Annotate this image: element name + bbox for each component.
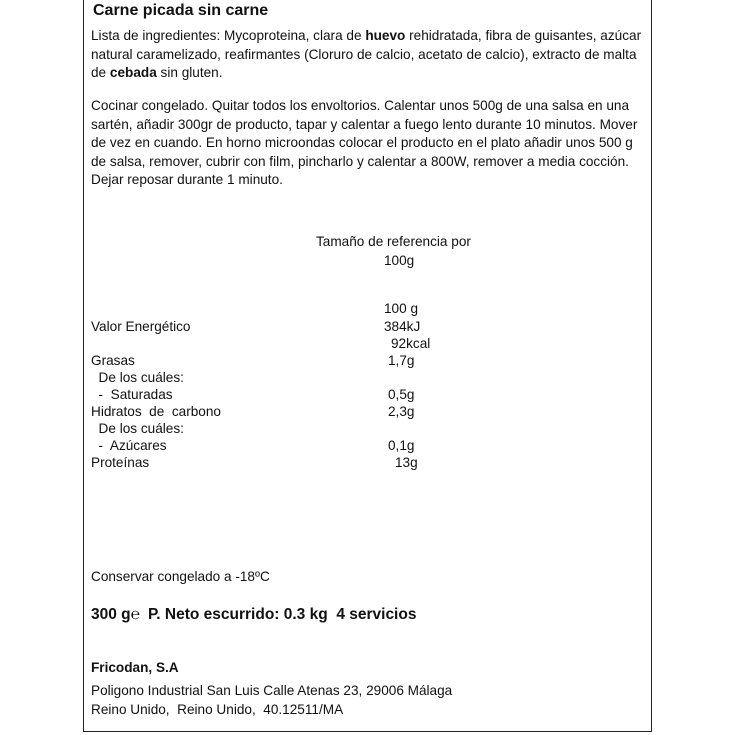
- reference-line-1: Tamaño de referencia por: [316, 234, 471, 249]
- company-name: Fricodan, S.A: [91, 660, 179, 675]
- company-address: Poligono Industrial San Luis Calle Atenas 23, 29006 Málaga: [91, 683, 453, 698]
- nutrient-value-protein: 13g: [395, 455, 418, 470]
- allergen-barley: cebada: [109, 65, 157, 80]
- allergen-egg: huevo: [365, 28, 406, 43]
- nutrient-value-fat: 1,7g: [388, 353, 415, 368]
- cooking-instructions: Cocinar congelado. Quitar todos los envoltorios. Calentar unos 500g de una salsa en una sartén, añadir 300gr de producto, tapar y calentar a fuego lento durante 10 minutos. Mover de vez en cuando. En horno microondas colocar el producto en el plato añadir unos 500 g de salsa, remover, cubrir con film, pincharlo y calentar a 800W, remover a media cocción. Dejar reposar durante 1 minuto.: [91, 98, 638, 187]
- nutrient-value-energy-kcal: 92kcal: [391, 336, 431, 351]
- ingredients-text: [91, 27, 651, 83]
- reference-line-2: 100g: [384, 252, 415, 268]
- nutrient-value-saturated: 0,5g: [388, 387, 415, 402]
- ingredients-part: rehidratada, fibra de guisantes, azúcar natural caramelizado, reafirmantes (Cloruro de calcio, acetato de calcio), extracto de malta de: [91, 28, 642, 80]
- ingredients-part: Lista de ingredientes: Mycoproteina, clara de: [91, 28, 366, 43]
- nutrient-label-sugars: - Azúcares: [91, 438, 167, 453]
- drained-weight-servings: P. Neto escurrido: 0.3 kg 4 servicios: [147, 606, 417, 623]
- estimated-sign-icon: ℮: [130, 606, 140, 623]
- company-registration: Reino Unido, Reino Unido, 40.12511/MA: [91, 702, 344, 717]
- product-title: Carne picada sin carne: [93, 2, 269, 19]
- nutrient-value-carbohydrates: 2,3g: [388, 404, 415, 419]
- nutrient-label-of-which: De los cuáles:: [91, 370, 184, 385]
- nutrient-label-saturated: - Saturadas: [91, 387, 173, 402]
- nutrient-label-fat: Grasas: [91, 353, 135, 368]
- net-weight: 300 g: [91, 606, 131, 623]
- ingredients-part: sin gluten.: [156, 65, 223, 80]
- nutrient-label-energy: Valor Energético: [91, 319, 191, 334]
- nutrition-reference: [316, 233, 496, 270]
- nutrient-label-carbohydrates: Hidratos de carbono: [91, 404, 221, 419]
- nutrition-column-header: 100 g: [384, 301, 419, 316]
- nutrient-label-protein: Proteínas: [91, 455, 150, 470]
- nutrient-label-of-which: De los cuáles:: [91, 421, 184, 436]
- net-weight-line: [91, 606, 416, 624]
- storage-instructions: Conservar congelado a -18ºC: [91, 569, 270, 584]
- nutrient-value-sugars: 0,1g: [388, 438, 415, 453]
- nutrient-value-energy-kj: 384kJ: [384, 319, 421, 334]
